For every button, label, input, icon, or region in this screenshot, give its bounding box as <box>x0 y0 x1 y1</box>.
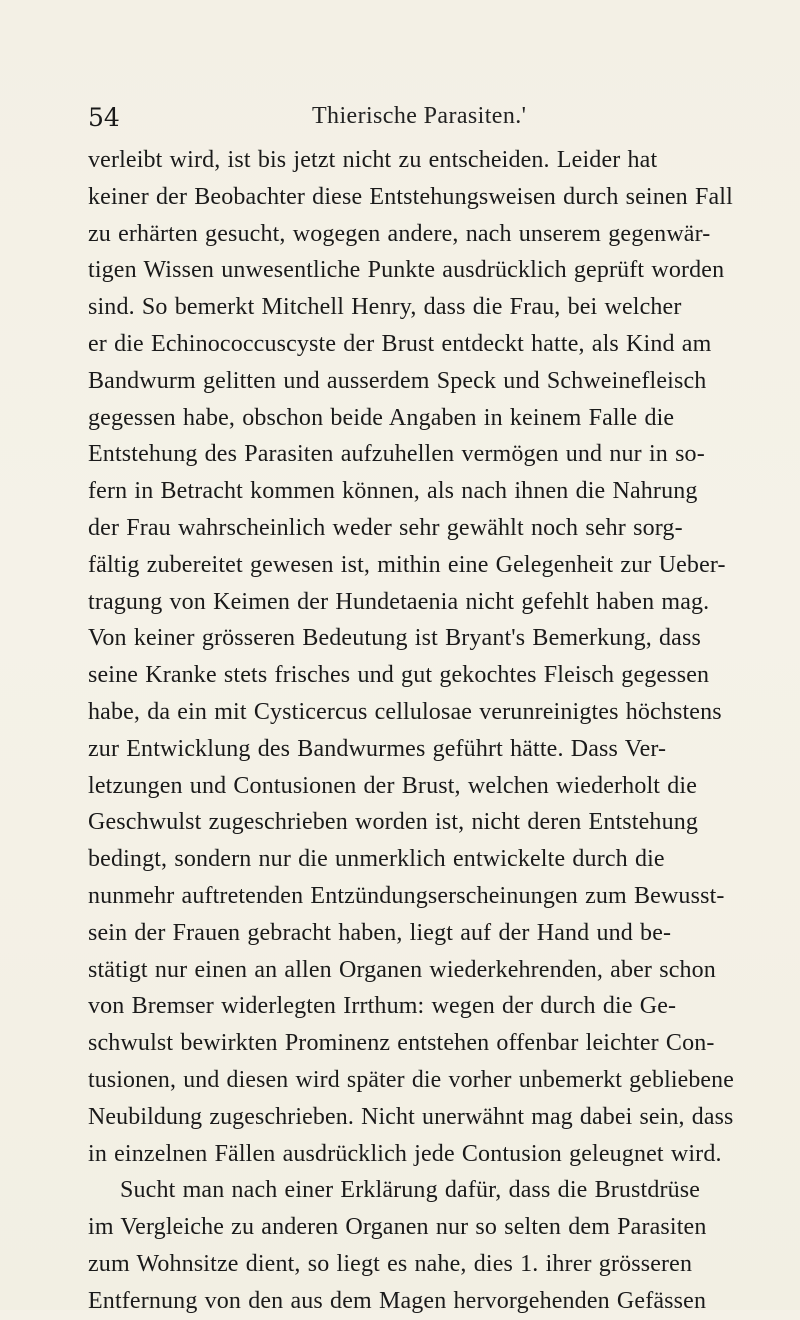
text-line: verleibt wird, ist bis jetzt nicht zu entscheiden. Leider hat <box>88 147 658 173</box>
text-line: von Bremser widerlegten Irrthum: wegen der durch die Ge- <box>88 993 677 1020</box>
running-title: Thierische Parasiten.' <box>312 103 527 129</box>
text-line: zum Wohnsitze dient, so liegt es nahe, dies 1. ihrer grösseren <box>88 1250 693 1277</box>
text-line: der Frau wahrscheinlich weder sehr gewählt noch sehr sorg- <box>88 514 683 541</box>
text-line: Bandwurm gelitten und ausserdem Speck und Schweinefleisch <box>88 367 707 394</box>
text-line: zur Entwicklung des Bandwurmes geführt hätte. Dass Ver- <box>88 735 667 762</box>
text-line: Neubildung zugeschrieben. Nicht unerwähnt mag dabei sein, dass <box>88 1103 734 1130</box>
text-line: Entfernung von den aus dem Magen hervorgehenden Gefässen <box>88 1287 707 1314</box>
body-text <box>88 142 734 1320</box>
text-line: bedingt, sondern nur die unmerklich entwickelte durch die <box>88 846 665 873</box>
text-line: fältig zubereitet gewesen ist, mithin eine Gelegenheit zur Ueber- <box>88 551 726 578</box>
text-line: tigen Wissen unwesentliche Punkte ausdrücklich geprüft worden <box>88 257 725 284</box>
text-line: im Vergleiche zu anderen Organen nur so selten dem Parasiten <box>88 1214 707 1241</box>
text-line: habe, da ein mit Cysticercus cellulosae verunreinigtes höchstens <box>88 698 722 725</box>
text-line: er die Echinococcuscyste der Brust entdeckt hatte, als Kind am <box>88 330 712 357</box>
text-line: tusionen, und diesen wird später die vorher unbemerkt gebliebene <box>88 1066 734 1093</box>
text-line: schwulst bewirkten Prominenz entstehen offenbar leichter Con- <box>88 1030 715 1057</box>
text-line: Geschwulst zugeschrieben worden ist, nicht deren Entstehung <box>88 809 699 836</box>
text-line: zu erhärten gesucht, wogegen andere, nach unserem gegenwär- <box>88 220 711 247</box>
text-line: fern in Betracht kommen können, als nach ihnen die Nahrung <box>88 478 698 505</box>
text-line: stätigt nur einen an allen Organen wiederkehrenden, aber schon <box>88 956 716 983</box>
text-line: seine Kranke stets frisches und gut gekochtes Fleisch gegessen <box>88 662 710 689</box>
text-line: nunmehr auftretenden Entzündungserscheinungen zum Bewusst- <box>88 882 725 909</box>
page-number: 54 <box>88 103 120 132</box>
text-line: letzungen und Contusionen der Brust, welchen wiederholt die <box>88 772 698 799</box>
text-line: gegessen habe, obschon beide Angaben in keinem Falle die <box>88 404 675 431</box>
text-line: keiner der Beobachter diese Entstehungsweisen durch seinen Fall <box>88 183 733 210</box>
text-line: sein der Frauen gebracht haben, liegt auf der Hand und be- <box>88 919 672 946</box>
page-header <box>88 96 688 136</box>
text-line: in einzelnen Fällen ausdrücklich jede Contusion geleugnet wird. <box>88 1140 722 1167</box>
text-line: Entstehung des Parasiten aufzuhellen vermögen und nur in so- <box>88 441 705 468</box>
text-line: Sucht man nach einer Erklärung dafür, dass die Brustdrüse <box>120 1177 701 1204</box>
text-line: tragung von Keimen der Hundetaenia nicht gefehlt haben mag. <box>88 588 710 615</box>
text-line: Von keiner grösseren Bedeutung ist Bryant's Bemerkung, dass <box>88 625 701 652</box>
text-line: sind. So bemerkt Mitchell Henry, dass die Frau, bei welcher <box>88 294 682 321</box>
